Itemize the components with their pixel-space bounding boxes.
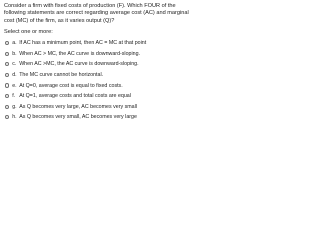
option-text: At Q=1, average costs and total costs are equal [19,93,131,100]
checkbox-g[interactable] [5,105,9,109]
option-letter: e. [12,82,17,89]
option-letter: b. [12,50,17,57]
option-c[interactable] [4,59,196,70]
option-text: As Q becomes very large, AC becomes very small [19,103,137,110]
option-b[interactable] [4,48,196,59]
option-text: If AC has a minimum point, then AC = MC at that point [19,40,147,47]
option-text: The MC curve cannot be horizontal. [19,71,104,78]
option-letter: c. [12,61,17,68]
option-f[interactable] [4,91,196,102]
question-text: Consider a firm with fixed costs of production (F). Which FOUR of the following statements are correct regarding average cost (AC) and marginal cost (MC) of the firm, as it varies output (Q)? [4,3,189,24]
option-text: At Q=0, average cost is equal to fixed costs. [19,82,123,89]
option-text: As Q becomes very small, AC becomes very large [19,114,137,121]
option-h[interactable] [4,112,196,123]
option-letter: a. [12,40,17,47]
answer-options [4,38,196,123]
option-letter: f. [12,93,16,100]
checkbox-e[interactable] [5,83,9,87]
quiz-question-panel [0,0,200,138]
option-text: When AC > MC, the AC curve is downward-sloping. [19,50,141,57]
option-e[interactable] [4,80,196,91]
option-d[interactable] [4,70,196,81]
option-letter: g. [12,103,17,110]
option-a[interactable] [4,38,196,49]
option-g[interactable] [4,101,196,112]
checkbox-a[interactable] [5,41,9,45]
select-prompt: Select one or more: [4,28,53,35]
checkbox-h[interactable] [5,115,9,119]
option-text: When AC >MC, the AC curve is downward-sloping. [19,61,139,68]
checkbox-c[interactable] [5,62,9,66]
checkbox-f[interactable] [5,94,9,98]
checkbox-b[interactable] [5,52,9,56]
option-letter: h. [12,114,17,121]
option-letter: d. [12,71,17,78]
checkbox-d[interactable] [5,73,9,77]
